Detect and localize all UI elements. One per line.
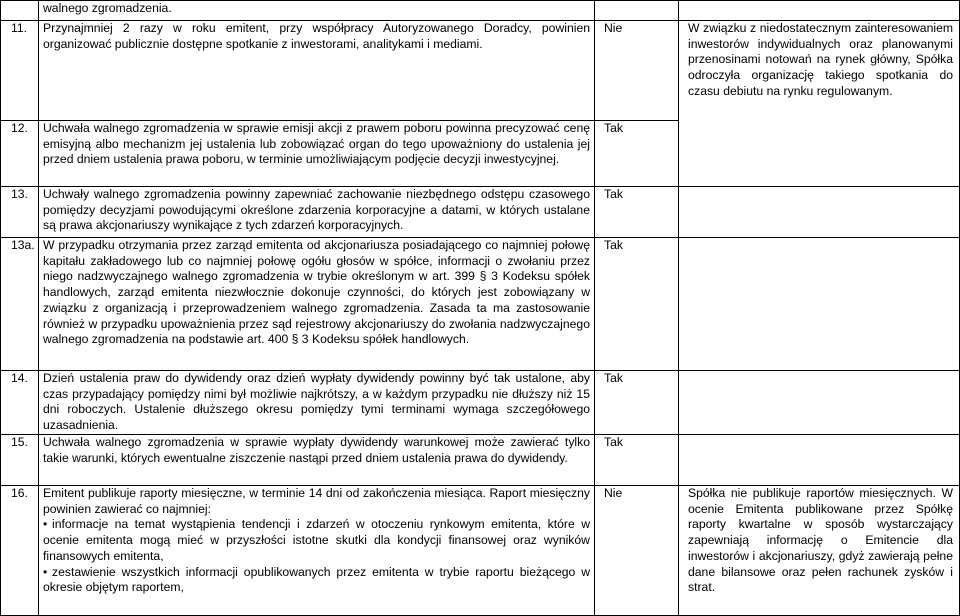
bullet-item: • zestawienie wszystkich informacji opublikowanych przez emitenta w trybie raportu bieżącego w okresie objętym raportem,: [43, 565, 590, 596]
explanation: [679, 238, 960, 371]
rule-text: W przypadku otrzymania przez zarząd emitenta od akcjonariusza posiadającego co najmniej połowę kapitału zakładowego lub co najmniej połowę ogółu głosów w spółce, informacji o zwołaniu przez niego nadzwyczajnego walnego zgromadzenia w trybie określonym w art. 399 § 3 Kodeksu spółek handlowych, zarząd emitenta niezwłocznie dokonuje czynności, do których jest zobowiązany w związku z organizacją i przeprowadzeniem walnego zgromadzenia. Zasada ta ma zastosowanie również w przypadku upoważnienia przez sąd rejestrowy akcjonariuszy do zwołania nadzwyczajnego walnego zgromadzenia na podstawie art. 400 § 3 Kodeksu spółek handlowych.: [39, 238, 595, 371]
rule-text: Dzień ustalenia praw do dywidendy oraz dzień wypłaty dywidendy powinny być tak ustalone, aby czas przypadający pomiędzy nimi był możliwie najkrótszy, a w każdym przypadku nie dłuższy niż 15 dni roboczych. Ustalenie dłuższego okresu pomiędzy tymi terminami wymaga szczegółowego uzasadnienia.: [39, 371, 595, 435]
rule-number: 13.: [1, 187, 39, 238]
compliance-answer: Nie: [595, 486, 679, 616]
explanation: [679, 435, 960, 486]
bullet-item: • informacje na temat wystąpienia tendencji i zdarzeń w otoczeniu rynkowym emitenta, które w ocenie emitenta mogą mieć w przyszłości istotne skutki dla kondycji finansowej oraz wyników finansowych emitenta,: [43, 517, 590, 564]
rule-number: 14.: [1, 371, 39, 435]
rule-text-with-bullets: [39, 486, 595, 616]
compliance-answer: [595, 1, 679, 21]
explanation: W związku z niedostatecznym zainteresowaniem inwestorów indywidualnych oraz planowanymi przenosinami notowań na rynek główny, Spółka odroczyła organizację takiego spotkania do czasu debiutu na rynku regulowanym.: [679, 21, 960, 187]
table-row: [1, 371, 960, 435]
table-row: [1, 21, 960, 121]
compliance-answer: Nie: [595, 21, 679, 121]
compliance-answer: Tak: [595, 187, 679, 238]
rule-number: 16.: [1, 486, 39, 616]
compliance-answer: Tak: [595, 435, 679, 486]
rule-text: Przynajmniej 2 razy w roku emitent, przy współpracy Autoryzowanego Doradcy, powinien organizować publicznie dostępne spotkanie z inwestorami, analitykami i mediami.: [39, 21, 595, 121]
table-row: [1, 238, 960, 371]
explanation: Spółka nie publikuje raportów miesięcznych. W ocenie Emitenta publikowane przez Spółkę raporty kwartalne w sposób wystarczający zapewniają informację o Emitencie dla inwestorów i akcjonariuszy, gdyż zawierają pełne dane bilansowe oraz pełen rachunek zysków i strat.: [679, 486, 960, 616]
rule-number: 11.: [1, 21, 39, 121]
rule-number: 12.: [1, 121, 39, 187]
compliance-answer: Tak: [595, 238, 679, 371]
explanation: [679, 1, 960, 21]
rule-text: Emitent publikuje raporty miesięczne, w terminie 14 dni od zakończenia miesiąca. Raport miesięczny powinien zawierać co najmniej:: [43, 486, 590, 516]
rule-text: Uchwała walnego zgromadzenia w sprawie emisji akcji z prawem poboru powinna precyzować cenę emisyjną albo mechanizm jej ustalenia lub zobowiązać organ do tego upoważniony do ustalenia jej przed dniem ustalenia prawa poboru, w terminie umożliwiającym podjęcie decyzji inwestycyjnej.: [39, 121, 595, 187]
rule-number: [1, 1, 39, 21]
compliance-answer: Tak: [595, 121, 679, 187]
rule-number: 13a.: [1, 238, 39, 371]
rule-text: walnego zgromadzenia.: [39, 1, 595, 21]
compliance-answer: Tak: [595, 371, 679, 435]
explanation: [679, 187, 960, 238]
rule-text: Uchwały walnego zgromadzenia powinny zapewniać zachowanie niezbędnego odstępu czasowego pomiędzy decyzjami powodującymi określone zdarzenia korporacyjne a datami, w których ustalane są prawa akcjonariuszy wynikające z tych zdarzeń korporacyjnych.: [39, 187, 595, 238]
table-row: [1, 435, 960, 486]
table-row: [1, 187, 960, 238]
table-row: [1, 486, 960, 616]
rule-text: Uchwała walnego zgromadzenia w sprawie wypłaty dywidendy warunkowej może zawierać tylko takie warunki, których ewentualne ziszczenie nastąpi przed dniem ustalenia prawa do dywidendy.: [39, 435, 595, 486]
explanation: [679, 371, 960, 435]
rule-number: 15.: [1, 435, 39, 486]
table-row: [1, 1, 960, 21]
